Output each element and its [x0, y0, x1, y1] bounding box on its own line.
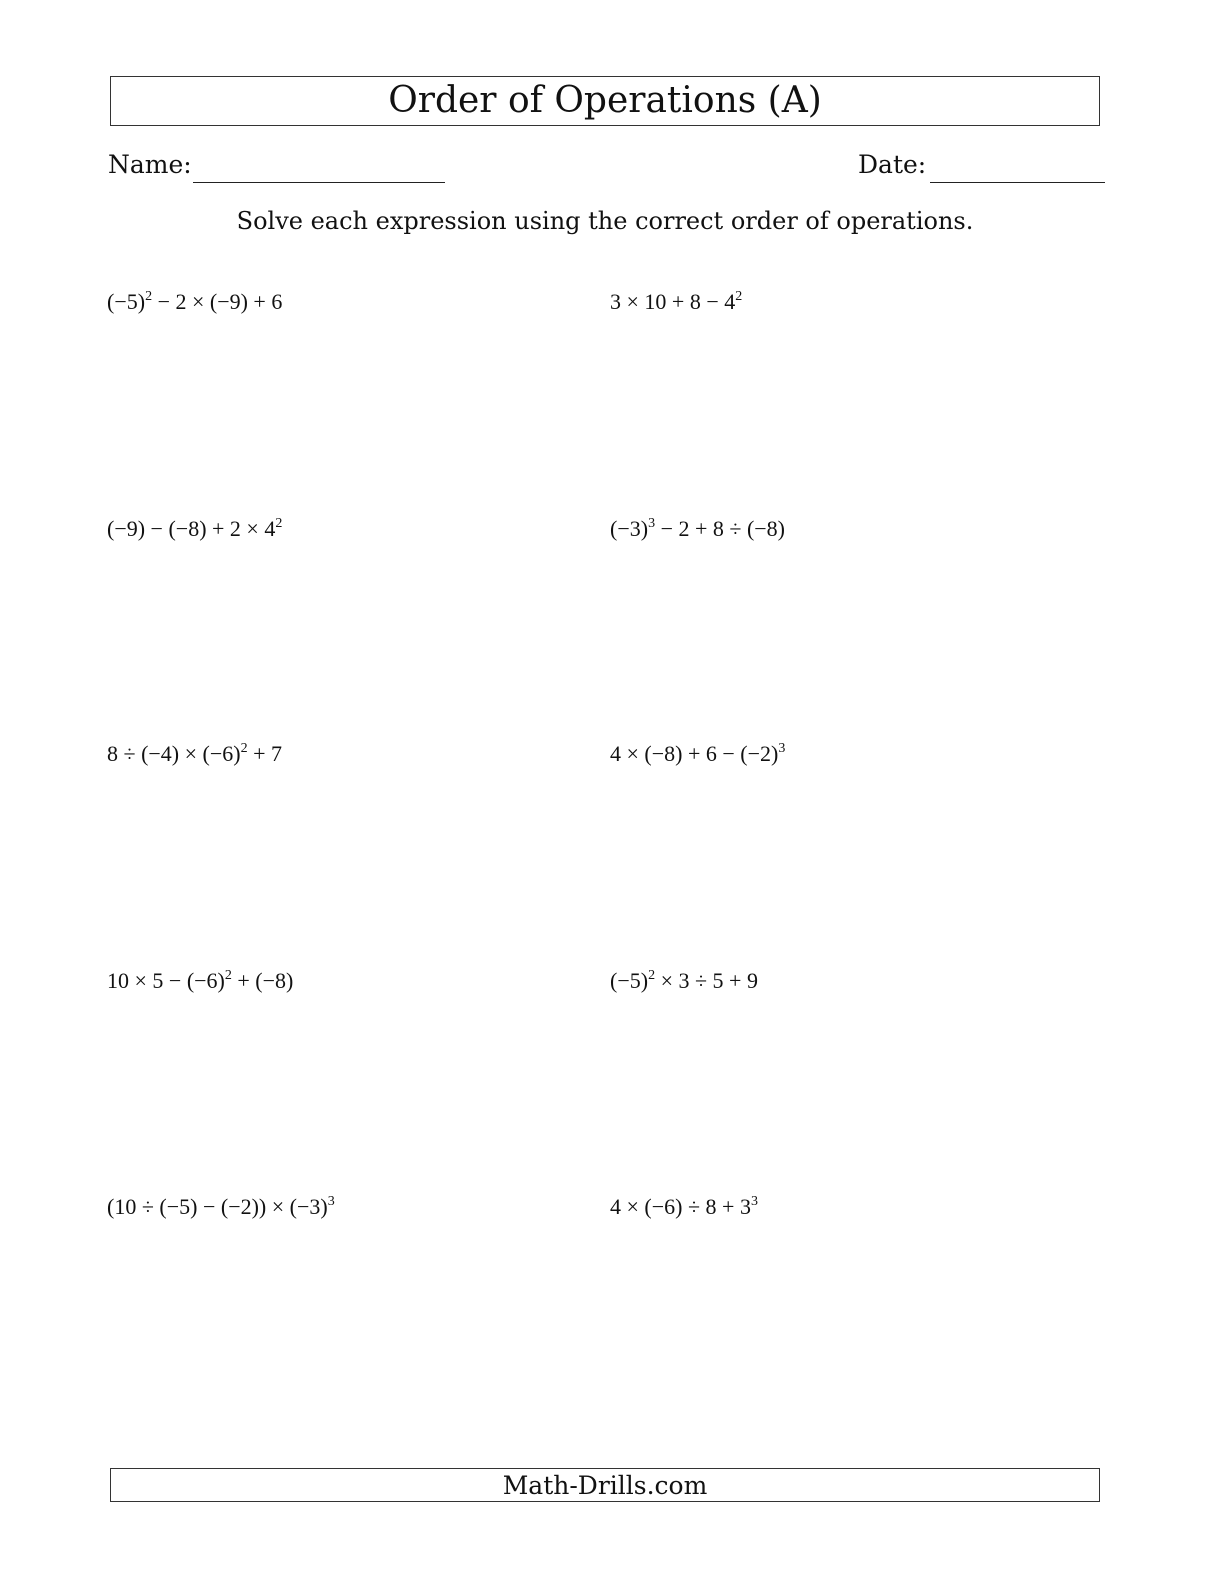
expression-part: × 3 ÷ 5 + 9: [655, 968, 758, 993]
problem-2: [610, 288, 742, 316]
exponent: 2: [145, 289, 153, 304]
instructions: Solve each expression using the correct order of operations.: [236, 207, 974, 235]
name-field[interactable]: [193, 182, 445, 183]
expression-part: − 2 × (−9) + 6: [152, 289, 283, 314]
problem-8: [610, 967, 758, 995]
expression-part: 8 ÷ (−4) × (−6): [107, 741, 241, 766]
footer-site: Math-Drills.com: [502, 1470, 708, 1500]
name-label: Name:: [108, 150, 192, 179]
exponent: 2: [648, 968, 656, 983]
expression-part: (−9) − (−8) + 2 × 4: [107, 516, 276, 541]
expression-part: + (−8): [231, 968, 294, 993]
date-field[interactable]: [930, 182, 1105, 183]
expression-part: (−3): [610, 516, 649, 541]
expression-part: − 2 + 8 ÷ (−8): [655, 516, 786, 541]
date-label: Date:: [858, 150, 927, 179]
expression-part: 10 × 5 − (−6): [107, 968, 225, 993]
expression-part: 4 × (−6) ÷ 8 + 3: [610, 1194, 751, 1219]
expression-part: 3 × 10 + 8 − 4: [610, 289, 736, 314]
problem-6: [610, 740, 785, 768]
problem-9: [107, 1193, 335, 1221]
expression-part: (10 ÷ (−5) − (−2)) × (−3): [107, 1194, 328, 1219]
problem-4: [610, 515, 785, 543]
expression-part: (−5): [610, 968, 649, 993]
exponent: 3: [750, 1194, 758, 1209]
exponent: 3: [327, 1194, 335, 1209]
exponent: 3: [778, 741, 786, 756]
exponent: 2: [224, 968, 232, 983]
problem-5: [107, 740, 282, 768]
problem-3: [107, 515, 282, 543]
exponent: 2: [240, 741, 248, 756]
problem-10: [610, 1193, 758, 1221]
expression-part: + 7: [247, 741, 283, 766]
title-box: [110, 76, 1100, 126]
problem-1: [107, 288, 282, 316]
problem-7: [107, 967, 293, 995]
exponent: 2: [275, 516, 283, 531]
expression-part: 4 × (−8) + 6 − (−2): [610, 741, 779, 766]
exponent: 2: [735, 289, 743, 304]
exponent: 3: [648, 516, 656, 531]
expression-part: (−5): [107, 289, 146, 314]
page-title: Order of Operations (A): [388, 80, 822, 121]
footer-box: [110, 1468, 1100, 1502]
